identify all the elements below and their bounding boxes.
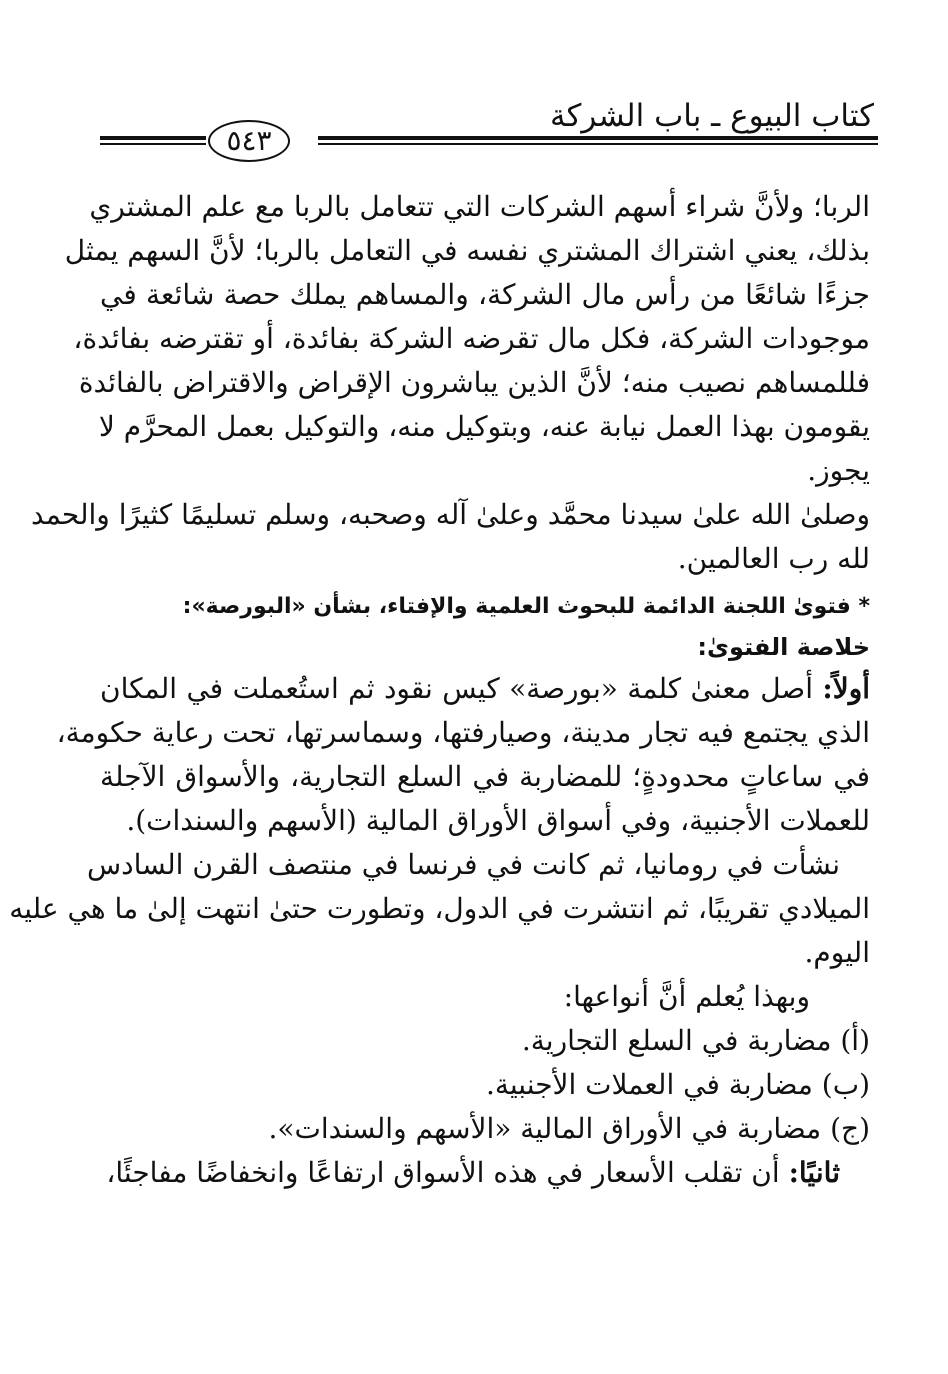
text-line: فللمساهم نصيب منه؛ لأنَّ الذين يباشرون الإقراض والاقتراض بالفائدة: [78, 366, 870, 399]
paragraph-first: [56, 667, 870, 843]
list-item: (ج) مضاربة في الأوراق المالية «الأسهم والسندات».: [268, 1112, 870, 1145]
paragraph-origin: [9, 843, 870, 975]
text-line: لله رب العالمين.: [677, 542, 870, 575]
types-intro: وبهذا يُعلم أنَّ أنواعها:: [563, 980, 810, 1013]
text-line: نشأت في رومانيا، ثم كانت في فرنسا في منتصف القرن السادس: [86, 848, 840, 881]
text-line: الذي يجتمع فيه تجار مدينة، وصيارفتها، وسماسرتها، تحت رعاية حكومة،: [56, 716, 870, 749]
fatwa-heading: * فتوىٰ اللجنة الدائمة للبحوث العلمية والإفتاء، بشأن «البورصة»:: [182, 594, 870, 619]
text-line: يجوز.: [807, 454, 870, 487]
text-line: يقومون بهذا العمل نيابة عنه، وبتوكيل منه، والتوكيل بعمل المحرَّم لا: [98, 410, 870, 443]
header-rule-left: [100, 136, 206, 140]
text-line: الميلادي تقريبًا، ثم انتشرت في الدول، وتطورت حتىٰ انتهت إلىٰ ما هي عليه: [9, 892, 870, 925]
page-number: ٥٤٣: [208, 120, 290, 162]
text-line: بذلك، يعني اشتراك المشتري نفسه في التعامل بالربا؛ لأنَّ السهم يمثل: [64, 234, 870, 267]
text-line: وصلىٰ الله علىٰ سيدنا محمَّد وعلىٰ آله وصحبه، وسلم تسليمًا كثيرًا والحمد: [31, 498, 870, 531]
list-item: (ب) مضاربة في العملات الأجنبية.: [485, 1068, 870, 1101]
summary-heading: خلاصة الفتوىٰ:: [697, 633, 870, 661]
text-line: في ساعاتٍ محدودةٍ؛ للمضاربة في السلع التجارية، والأسواق الآجلة: [100, 760, 870, 793]
text-line: موجودات الشركة، فكل مال تقرضه الشركة بفائدة، أو تقترضه بفائدة،: [73, 322, 870, 355]
first-label: أولاً:: [822, 672, 870, 705]
header-rule-left-thin: [100, 143, 206, 145]
page-body: [9, 185, 870, 1195]
header-rule-thin: [318, 143, 878, 145]
text-line: [100, 1151, 870, 1195]
text-line: الربا؛ ولأنَّ شراء أسهم الشركات التي تتعامل بالربا مع علم المشتري: [89, 190, 870, 223]
text-line: للعملات الأجنبية، وفي أسواق الأوراق المالية (الأسهم والسندات).: [126, 804, 870, 837]
paragraph-closing: [31, 493, 870, 581]
second-text: أن تقلب الأسعار في هذه الأسواق ارتفاعًا وانخفاضًا مفاجئًا،: [106, 1156, 780, 1189]
header-rule: [318, 136, 878, 140]
text-line: اليوم.: [804, 936, 870, 969]
first-text: أصل معنىٰ كلمة «بورصة» كيس نقود ثم استُعملت في المكان: [100, 672, 813, 705]
running-title: كتاب البيوع ـ باب الشركة: [550, 98, 874, 134]
text-line: جزءًا شائعًا من رأس مال الشركة، والمساهم يملك حصة شائعة في: [100, 278, 870, 311]
text-line: [100, 667, 870, 711]
list-item: (أ) مضاربة في السلع التجارية.: [521, 1024, 870, 1057]
second-label: ثانيًا:: [788, 1156, 840, 1189]
paragraph-riba: [64, 185, 870, 493]
